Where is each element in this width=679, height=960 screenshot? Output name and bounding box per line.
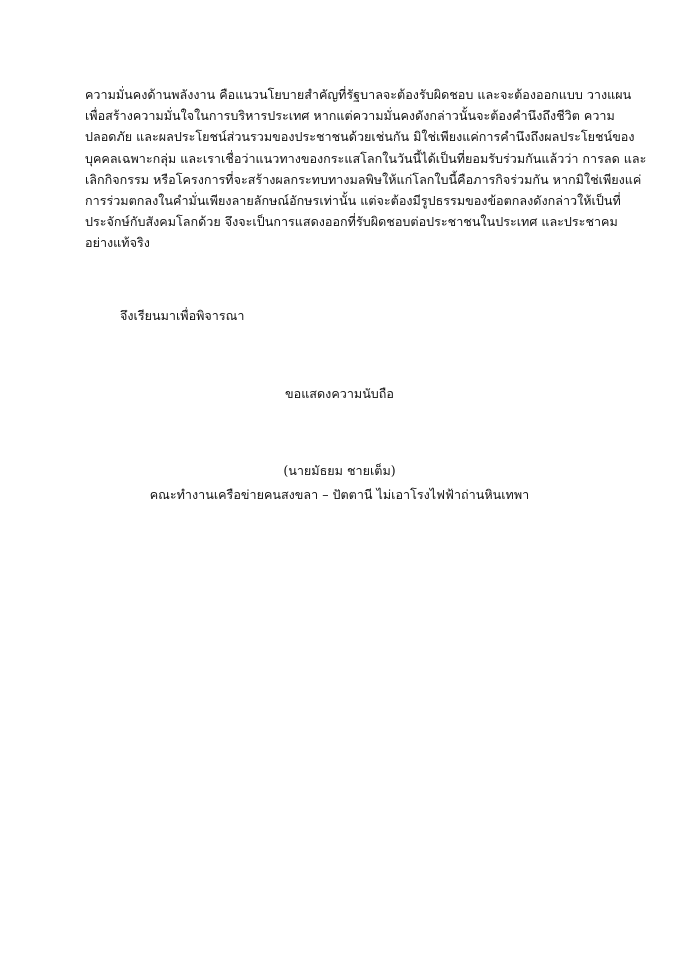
body-paragraph: [85, 84, 647, 254]
body-line: ความมั่นคงด้านพลังงาน คือแนวนโยบายสำคัญที่รัฐบาลจะต้องรับผิดชอบ และจะต้องออกแบบ วางแผน: [85, 87, 632, 102]
body-line: ประจักษ์กับสังคมโลกด้วย จึงจะเป็นการแสดงออกที่รับผิดชอบต่อประชาชนในประเทศ และประชาคม: [85, 214, 618, 230]
body-line: เลิกกิจกรรม หรือโครงการที่จะสร้างผลกระทบทางมลพิษให้แก่โลกใบนี้คือภารกิจร่วมกัน หากมิใช่เพียงแค่: [85, 171, 642, 187]
body-line: ปลอดภัย และผลประโยชน์ส่วนรวมของประชาชนด้วยเช่นกัน มิใช่เพียงแค่การคำนึงถึงผลประโยชน์ของ: [85, 129, 635, 145]
body-line: การร่วมตกลงในคำมั่นเพียงลายลักษณ์อักษรเท่านั้น แต่จะต้องมีรูปธรรมของข้อตกลงดังกล่าวให้เป็นที่: [85, 193, 621, 209]
regards-closing: ขอแสดงความนับถือ: [285, 386, 394, 401]
signer-organization: คณะทำงานเครือข่ายคนสงขลา – ปัตตานี ไม่เอาโรงไฟฟ้าถ่านหินเทพา: [149, 487, 530, 502]
body-line: อย่างแท้จริง: [85, 235, 150, 251]
closing-request: จึงเรียนมาเพื่อพิจารณา: [120, 308, 245, 323]
body-line: เพื่อสร้างความมั่นใจในการบริหารประเทศ หากแต่ความมั่นคงดังกล่าวนั้นจะต้องคำนึงถึงชีวิต ความ: [85, 108, 615, 124]
body-line: บุคคลเฉพาะกลุ่ม และเราเชื่อว่าแนวทางของกระแสโลกในวันนี้ได้เป็นที่ยอมรับร่วมกันแล้วว่า การลด และ: [85, 150, 647, 166]
signer-name: (นายมัธยม ชายเต็ม): [283, 463, 396, 478]
